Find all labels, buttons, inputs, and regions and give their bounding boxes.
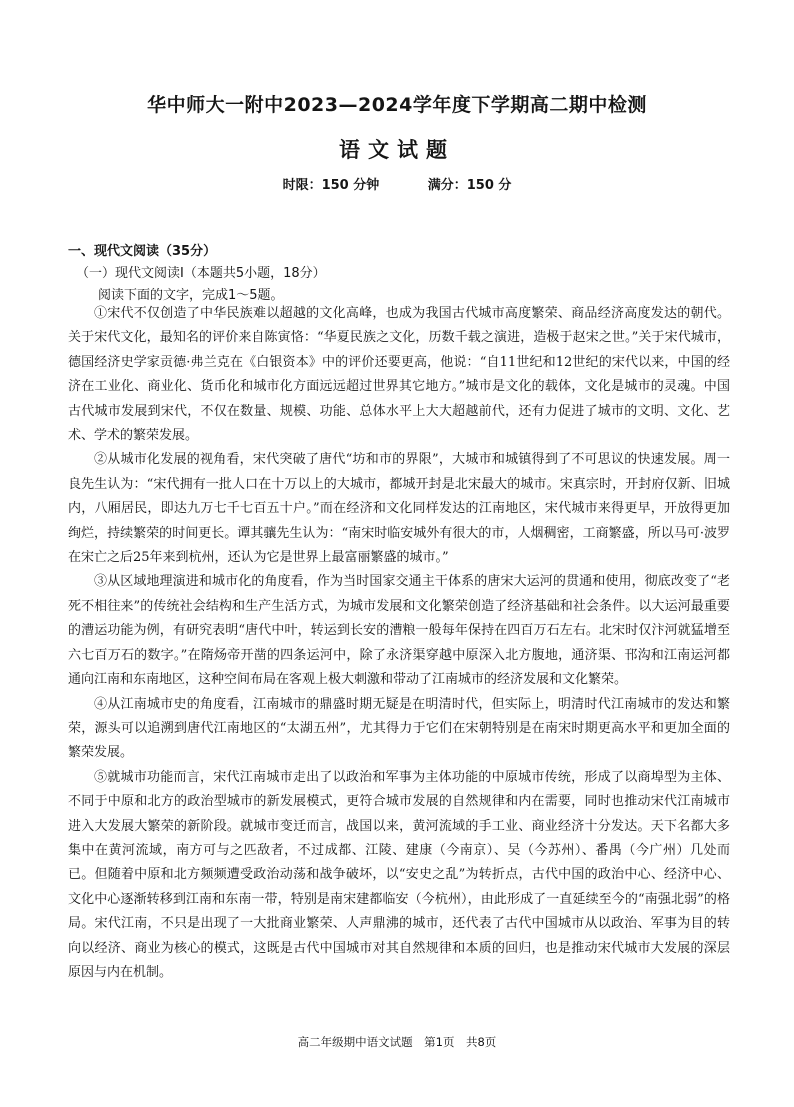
full-score: 满分：150 分 — [427, 178, 512, 193]
time-limit: 时限：150 分钟 — [282, 178, 380, 193]
subsection-heading: （一）现代文阅读Ⅰ（本题共5小题，18分） — [76, 266, 326, 281]
passage-paragraph-1: ①宋代不仅创造了中华民族难以超越的文化高峰，也成为我国古代城市高度繁荣、商品经济高度发达的朝代。关于宋代文化，最知名的评价来自陈寅恪：“华夏民族之文化，历数千载之演进，造极于赵宋之世。”关于宋代城市，德国经济史学家贡德·弗兰克在《白银资本》中的评价还要更高，他说：“自11世纪和12世纪的宋代以来，中国的经济在工业化、商业化、货币化和城市化方面远远超过世界其它地方。”城市是文化的载体，文化是城市的灵魂。中国古代城市发展到宋代，不仅在数量、规模、功能、总体水平上大大超越前代，还有力促进了城市的文明、文化、艺术、学术的繁荣发展。 — [68, 306, 730, 444]
passage-paragraph-5: ⑤就城市功能而言，宋代江南城市走出了以政治和军事为主体功能的中原城市传统，形成了以商埠型为主体、不同于中原和北方的政治型城市的新发展模式，更符合城市发展的自然规律和内在需要，同时也推动宋代江南城市进入大发展大繁荣的新阶段。就城市变迁而言，战国以来，黄河流域的手工业、商业经济十分发达。天下名都大多集中在黄河流域，南方可与之匹敌者，不过成都、江陵、建康（今南京）、吴（今苏州）、番禺（今广州）几处而已。但随着中原和北方频频遭受政治动荡和战争破坏，以“安史之乱”为转折点，古代中国的政治中心、经济中心、文化中心逐渐转移到江南和东南一带，特别是南宋建都临安（今杭州），由此形成了一直延续至今的“南强北弱”的格局。宋代江南，不只是出现了一大批商业繁荣、人声鼎沸的城市，还代表了古代中国城市从以政治、军事为目的转向以经济、商业为核心的模式，这既是古代中国城市对其自然规律和本质的回归，也是推动宋代城市大发展的深层原因与内在机制。 — [68, 769, 730, 980]
section-heading: 一、现代文阅读（35分） — [68, 244, 217, 259]
passage-body — [68, 302, 730, 985]
reading-instruction: 阅读下面的文字，完成1～5题。 — [98, 288, 284, 303]
subject-title: 语文试题 — [339, 138, 455, 162]
exam-title: 华中师大一附中2023—2024学年度下学期高二期中检测 — [147, 94, 647, 116]
passage-paragraph-3: ③从区域地理演进和城市化的角度看，作为当时国家交通主干体系的唐宋大运河的贯通和使用，彻底改变了“老死不相往来”的传统社会结构和生产生活方式，为城市发展和文化繁荣创造了经济基础和社会条件。以大运河最重要的漕运功能为例，有研究表明“唐代中叶，转运到长安的漕粮一般每年保持在四百万石左右。北宋时仅汴河就猛增至六七百万石的数字。”在隋炀帝开凿的四条运河中，除了永济渠穿越中原深入北方腹地，通济渠、邗沟和江南运河都通向江南和东南地区，这种空间布局在客观上极大刺激和带动了江南城市的经济发展和文化繁荣。 — [68, 574, 730, 688]
page-footer: 高二年级期中语文试题 第1页 共8页 — [297, 1035, 497, 1049]
passage-paragraph-2: ②从城市化发展的视角看，宋代突破了唐代“坊和市的界限”，大城市和城镇得到了不可思议的快速发展。周一良先生认为：“宋代拥有一批人口在十万以上的大城市，都城开封是北宋最大的城市。宋真宗时，开封府仅新、旧城内，八厢居民，即达九万七千七百五十户。”而在经济和文化同样发达的江南地区，宋代城市来得更早，开放得更加绚烂，持续繁荣的时间更长。谭其骧先生认为：“南宋时临安城外有很大的市，人烟稠密，工商繁盛，所以马可·波罗在宋亡之后25年来到杭州，还认为它是世界上最富丽繁盛的城市。” — [68, 452, 730, 566]
passage-paragraph-4: ④从江南城市史的角度看，江南城市的鼎盛时期无疑是在明清时代，但实际上，明清时代江南城市的发达和繁荣，源头可以追溯到唐代江南地区的“太湖五州”，尤其得力于它们在宋朝特别是在南宋时期更高水平和更加全面的繁荣发展。 — [68, 696, 730, 761]
exam-meta — [0, 174, 794, 193]
